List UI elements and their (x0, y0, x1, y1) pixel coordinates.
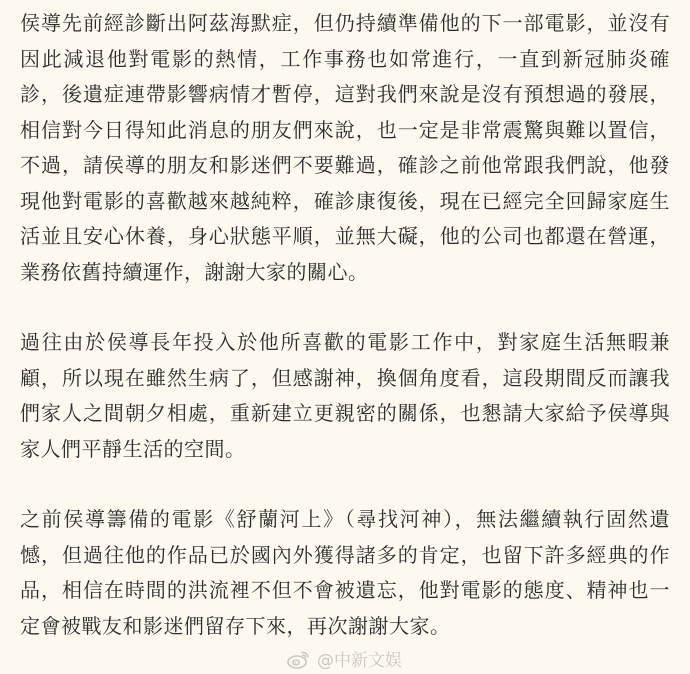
paragraph-1: 侯導先前經診斷出阿茲海默症，但仍持續準備他的下一部電影，並沒有因此減退他對電影的熱情，工作事務也如常進行，一直到新冠肺炎確診，後遺症連帶影響病情才暫停，這對我們來說是沒有預想過的發展，相信對今日得知此消息的朋友們來說，也一定是非常震驚與難以置信，不過，請侯導的朋友和影迷們不要難過，確診之前他常跟我們說，他發現他對電影的喜歡越來越純粹，確診康復後，現在已經完全回歸家庭生活並且安心休養，身心狀態平順，並無大礙，他的公司也都還在營運，業務依舊持續運作，謝謝大家的關心。 (20, 11, 670, 284)
paragraph-2: 過往由於侯導長年投入於他所喜歡的電影工作中，對家庭生活無暇兼顧，所以現在雖然生病了，但感謝神，換個角度看，這段期間反而讓我們家人之間朝夕相處，重新建立更親密的關係，也懇請大家給予侯導與家人們平靜生活的空間。 (20, 330, 670, 461)
paragraph-3: 之前侯導籌備的電影《舒蘭河上》（尋找河神），無法繼續執行固然遺憾，但過往他的作品已於國內外獲得諸多的肯定，也留下許多經典的作品，相信在時間的洪流裡不但不會被遺忘，他對電影的態度、精神也一定會被戰友和影迷們留存下來，再次謝謝大家。 (20, 507, 670, 638)
weibo-icon (287, 649, 311, 669)
weibo-watermark (287, 646, 402, 671)
statement-body (20, 6, 670, 644)
watermark-text: @中新文娱 (317, 651, 402, 671)
